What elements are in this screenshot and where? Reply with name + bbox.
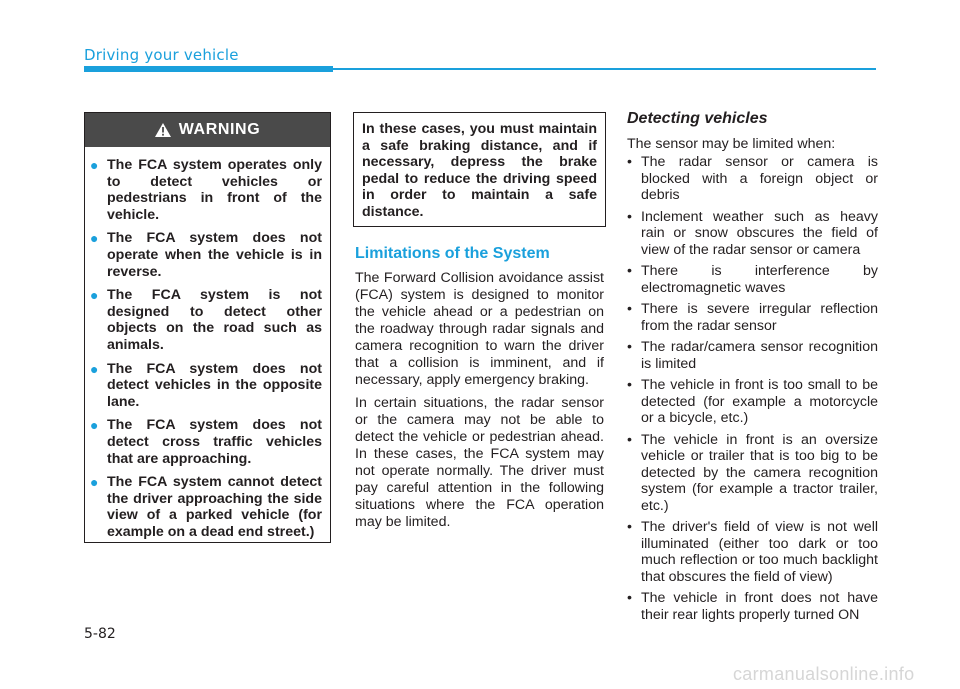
warning-box <box>84 112 331 543</box>
list-item: • There is interference by electromagnetic waves <box>627 263 878 296</box>
bullet-dot-icon: • <box>627 590 632 606</box>
list-item: • The vehicle in front does not have their rear lights properly turned ON <box>627 590 878 623</box>
paragraph: The Forward Collision avoidance assist (FCA) system is designed to monitor the vehicle ahead or a pedestrian on the roadway through radar signals and camera recognition to warn the driver that a collision is imminent, and if necessary, apply emergency braking. <box>355 270 604 388</box>
bullet-dot-icon: • <box>627 208 632 225</box>
bullet-dot-icon: • <box>627 263 632 279</box>
bullet-dot-icon: • <box>627 339 632 355</box>
warning-item: ● The FCA system does not detect vehicles in the opposite lane. <box>90 360 322 410</box>
warning-item: ● The FCA system operates only to detect vehicles or pedestrians in front of the vehicle. <box>90 157 322 223</box>
list-item: • The vehicle in front is too small to be detected (for example a motorcycle or a bicycle, etc.) <box>627 377 878 426</box>
warning-item: ● The FCA system does not detect cross traffic vehicles that are approaching. <box>90 417 322 467</box>
bullet-dot-icon: • <box>627 377 632 393</box>
page-number: 5-82 <box>84 626 116 642</box>
bullet-dot-icon: ● <box>90 417 99 434</box>
limitations-body <box>355 270 604 537</box>
paragraph: In certain situations, the radar sensor or the camera may not be able to detect the vehicle or pedestrian ahead. In these cases, the FCA system may not operate normally. The driver must pay careful attention in the following situations where the FCA operation may be limited. <box>355 395 604 530</box>
bullet-dot-icon: ● <box>90 230 99 247</box>
list-item: • The radar sensor or camera is blocked with a foreign object or debris <box>627 154 878 203</box>
header-rule-thin <box>333 68 876 70</box>
detecting-heading: Detecting vehicles <box>627 110 768 127</box>
list-item: • The vehicle in front is an oversize vehicle or trailer that is too big to be detected by the camera recognition system (for example a tractor trailer, etc.) <box>627 431 878 514</box>
warning-list <box>85 147 330 540</box>
warning-label: WARNING <box>178 121 261 138</box>
bullet-dot-icon: • <box>627 301 632 317</box>
list-item: • Inclement weather such as heavy rain or snow obscures the field of view of the radar sensor or camera <box>627 208 878 258</box>
header-title: Driving your vehicle <box>84 46 239 64</box>
list-item: • The radar/camera sensor recognition is limited <box>627 339 878 372</box>
list-item: • There is severe irregular reflection from the radar sensor <box>627 301 878 334</box>
header-rule-thick <box>84 66 333 72</box>
bullet-dot-icon: • <box>627 431 632 448</box>
warning-item: ● The FCA system cannot detect the driver approaching the side view of a parked vehicle (for example on a dead end street.) <box>90 474 322 540</box>
warning-item: ● The FCA system does not operate when the vehicle is in reverse. <box>90 230 322 280</box>
detecting-list <box>627 154 878 628</box>
warning-item: ● The FCA system is not designed to detect other objects on the road such as animals. <box>90 287 322 353</box>
warning-triangle-icon <box>155 123 171 137</box>
bullet-dot-icon: • <box>627 154 632 170</box>
detecting-intro: The sensor may be limited when: <box>627 136 836 152</box>
bullet-dot-icon: ● <box>90 157 99 173</box>
bullet-dot-icon: ● <box>90 360 99 377</box>
bullet-dot-icon: ● <box>90 287 99 304</box>
limitations-heading: Limitations of the System <box>355 245 550 262</box>
list-item: • The driver's field of view is not well illuminated (either too dark or too much reflection or too much backlight that obscures the field of view) <box>627 519 878 585</box>
bullet-dot-icon: • <box>627 519 632 535</box>
caution-box: In these cases, you must maintain a safe braking distance, and if necessary, depress the brake pedal to reduce the driving speed in order to maintain a safe distance. <box>353 112 606 227</box>
bullet-dot-icon: ● <box>90 474 99 491</box>
warning-header <box>85 113 330 147</box>
watermark[interactable]: carmanualsonline.info <box>733 664 915 684</box>
